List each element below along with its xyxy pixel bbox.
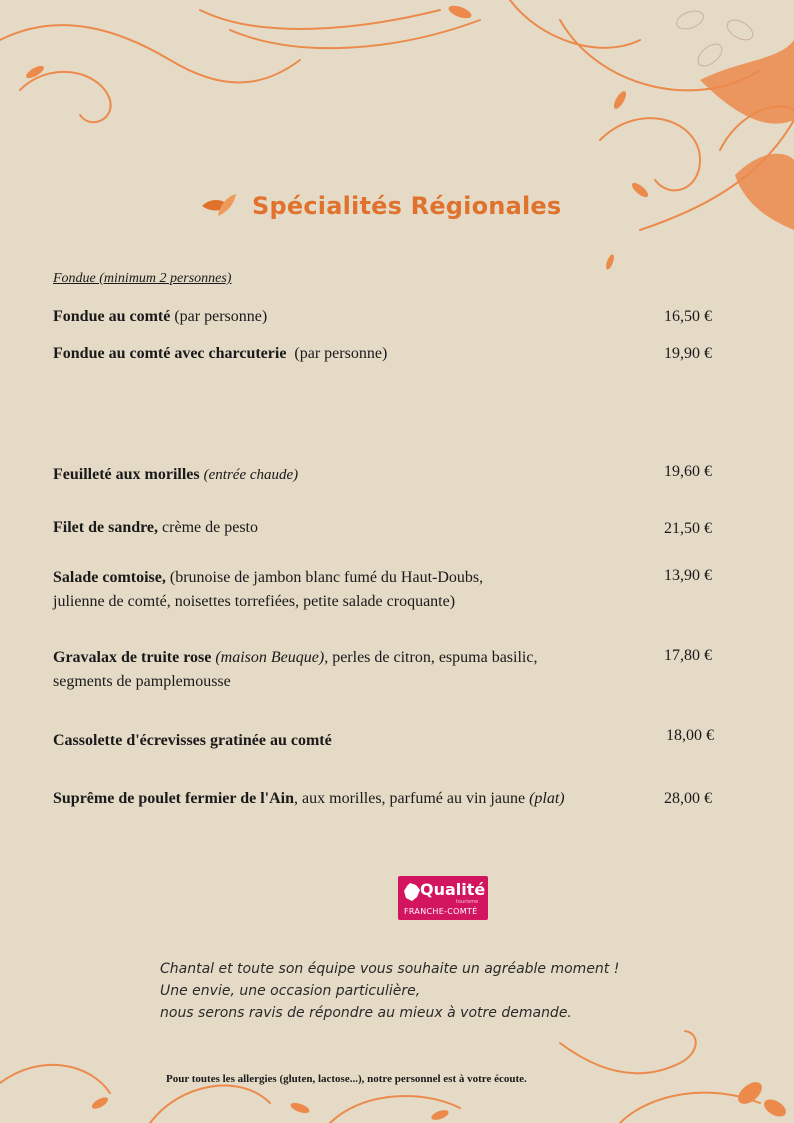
qualite-tourisme-badge xyxy=(398,876,488,920)
item-desc: (brunoise de jambon blanc fumé du Haut-Doubs, xyxy=(165,569,484,586)
menu-item xyxy=(53,566,653,614)
section-heading: Fondue (minimum 2 personnes) xyxy=(53,271,232,286)
allergy-note: Pour toutes les allergies (gluten, lactose...), notre personnel est à votre écoute. xyxy=(166,1073,527,1085)
item-price: 19,90 € xyxy=(664,345,712,362)
item-desc: (par personne) xyxy=(286,345,388,362)
item-desc: , perles de citron, espuma basilic, xyxy=(324,649,538,666)
item-name: Gravalax de truite rose xyxy=(53,649,212,666)
closing-line: Chantal et toute son équipe vous souhaite un agréable moment ! xyxy=(160,961,620,977)
item-name: Feuilleté aux morilles xyxy=(53,466,200,483)
menu-item xyxy=(53,305,653,329)
leaf-icon xyxy=(200,192,238,220)
item-price: 16,50 € xyxy=(664,308,712,325)
item-desc-line2: julienne de comté, noisettes torrefiées, petite salade croquante) xyxy=(53,593,456,610)
closing-line: Une envie, une occasion particulière, xyxy=(160,983,421,999)
page-title: Spécialités Régionales xyxy=(252,192,562,220)
item-price: 28,00 € xyxy=(664,790,712,807)
menu-title xyxy=(200,188,561,224)
badge-main-text: Qualité xyxy=(420,880,486,899)
menu-item xyxy=(53,729,653,753)
item-desc: crème de pesto xyxy=(158,519,258,536)
item-name: Fondue au comté avec charcuterie xyxy=(53,345,287,362)
menu-item xyxy=(53,463,653,487)
badge-sub-text: tourisme xyxy=(456,899,479,905)
menu-item xyxy=(53,787,663,811)
item-price: 13,90 € xyxy=(664,567,712,584)
item-name: Filet de sandre, xyxy=(53,519,159,536)
item-desc-italic: (maison Beuque) xyxy=(215,649,325,666)
menu-item xyxy=(53,516,653,540)
item-name: Cassolette d'écrevisses gratinée au comté xyxy=(53,732,332,749)
closing-message xyxy=(160,958,619,1024)
item-price: 17,80 € xyxy=(664,647,712,664)
menu-item xyxy=(53,342,653,366)
badge-region-text: FRANCHE-COMTÉ xyxy=(404,907,478,916)
floral-ornament-top xyxy=(0,0,794,280)
item-desc: , aux morilles, parfumé au vin jaune xyxy=(294,790,530,807)
item-desc: (par personne) xyxy=(170,308,268,325)
closing-line: nous serons ravis de répondre au mieux à votre demande. xyxy=(160,1005,572,1021)
item-price: 18,00 € xyxy=(666,727,714,744)
item-desc-italic: (plat) xyxy=(529,790,565,807)
item-price: 19,60 € xyxy=(664,463,712,480)
item-name: Suprême de poulet fermier de l'Ain xyxy=(53,790,295,807)
menu-item xyxy=(53,646,653,694)
item-name: Salade comtoise, xyxy=(53,569,166,586)
item-desc-italic: (entrée chaude) xyxy=(203,467,299,483)
item-name: Fondue au comté xyxy=(53,308,171,325)
item-price: 21,50 € xyxy=(664,520,712,537)
item-desc-line2: segments de pamplemousse xyxy=(53,673,231,690)
france-map-icon xyxy=(402,882,422,902)
